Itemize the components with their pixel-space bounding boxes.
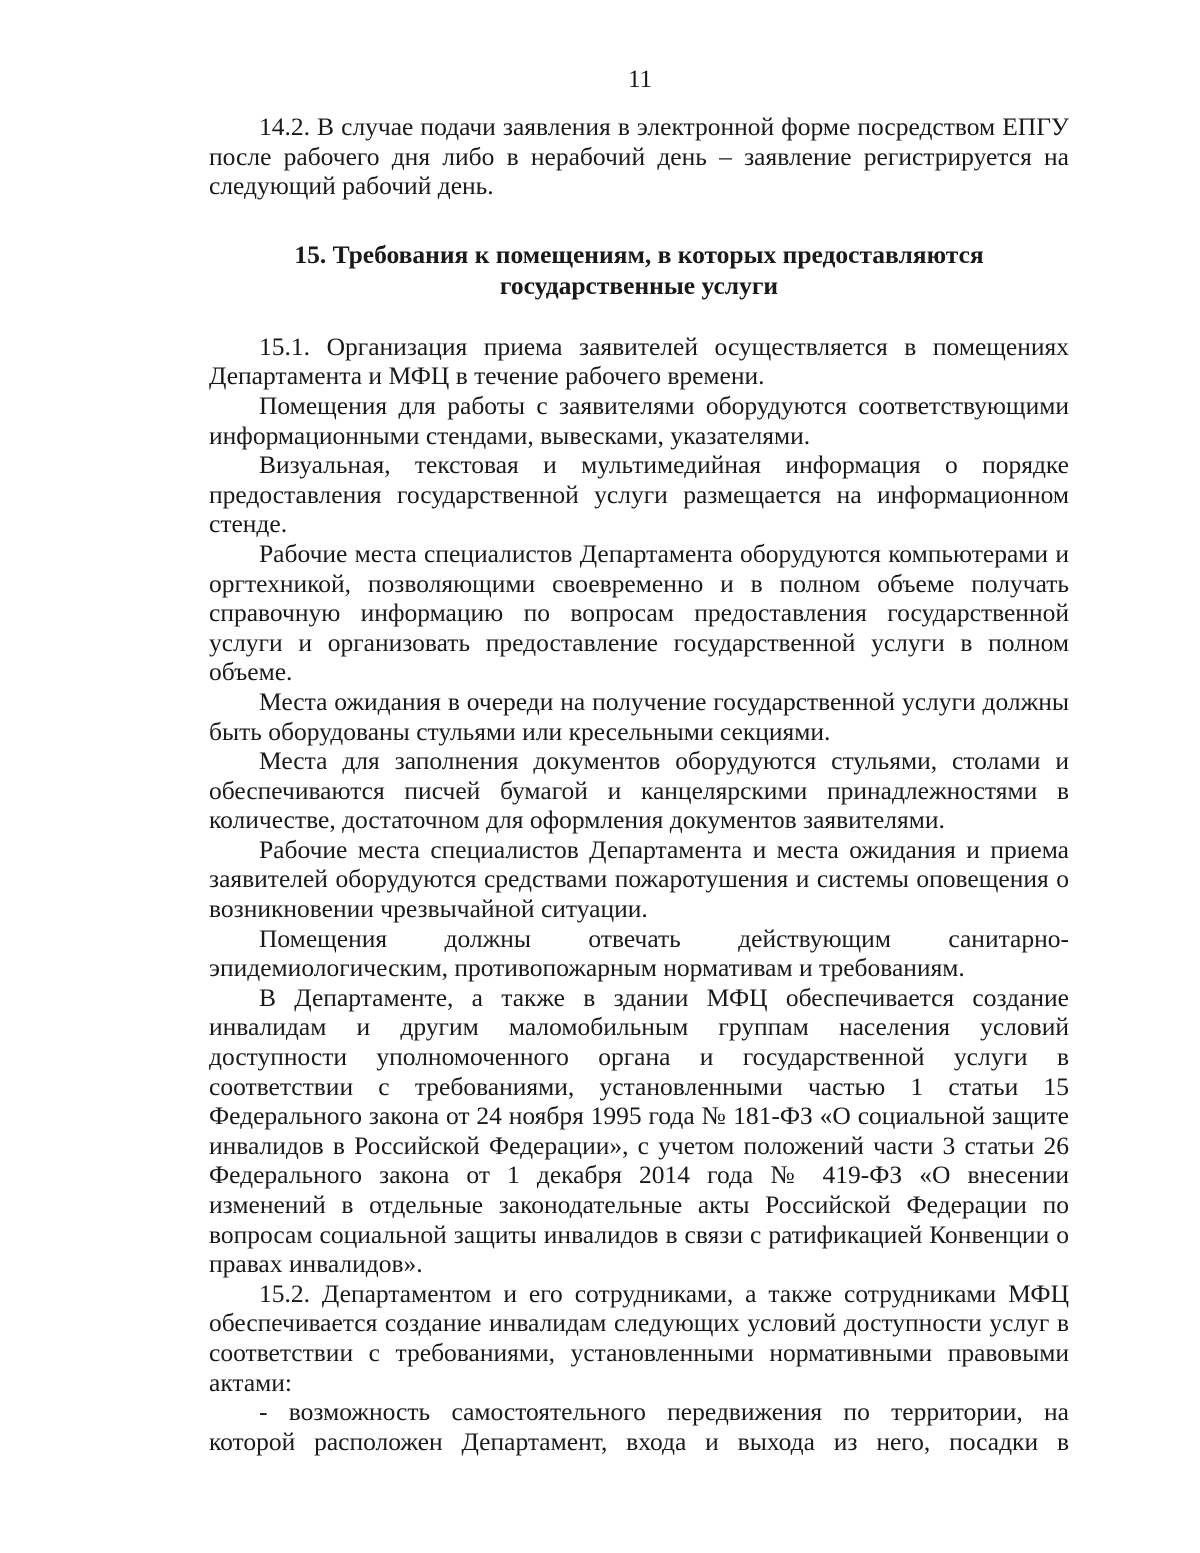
spacer <box>209 201 1069 239</box>
paragraph-15-2: 15.2. Департаментом и его сотрудниками, а также сотрудниками МФЦ обеспечивается создание инвалидам следующих условий доступности услуг в соответствии с требованиями, установленными нормативными правовыми актами: <box>209 1278 1069 1397</box>
document-body <box>209 112 1069 1456</box>
spacer <box>209 301 1069 332</box>
paragraph-15-1: 15.1. Организация приема заявителей осуществляется в помещениях Департамента и МФЦ в течение рабочего времени. <box>209 331 1069 391</box>
paragraph-document-filling-areas: Места для заполнения документов оборудуются стульями, столами и обеспечиваются писчей бумагой и канцелярскими принадлежностями в количестве, достаточном для оформления документов заявителями. <box>209 746 1069 835</box>
paragraph-sanitary-norms: Помещения должны отвечать действующим санитарно-эпидемиологическим, противопожарным нормативам и требованиям. <box>209 923 1069 983</box>
paragraph-waiting-areas: Места ожидания в очереди на получение государственной услуги должны быть оборудованы стульями или кресельными секциями. <box>209 686 1069 746</box>
paragraph-workplaces: Рабочие места специалистов Департамента оборудуются компьютерами и оргтехникой, позволяющими своевременно и в полном объеме получать справочную информацию по вопросам предоставления государственной услуги и организовать предоставление государственной услуги в полном объеме. <box>209 538 1069 687</box>
paragraph-visual-information: Визуальная, текстовая и мультимедийная информация о порядке предоставления государственной услуги размещается на информационном стенде. <box>209 450 1069 539</box>
paragraph-independent-movement: - возможность самостоятельного передвижения по территории, на которой расположен Департамент, входа и выхода из него, посадки в <box>209 1397 1069 1456</box>
page-number: 11 <box>627 66 653 93</box>
section-heading-15: 15. Требования к помещениям, в которых предоставляются государственные услуги <box>294 239 984 300</box>
paragraph-premises-equipment: Помещения для работы с заявителями оборудуются соответствующими информационными стендами, вывесками, указателями. <box>209 390 1069 450</box>
paragraph-14-2: 14.2. В случае подачи заявления в электронной форме посредством ЕПГУ после рабочего дня либо в нерабочий день – заявление регистрируется на следующий рабочий день. <box>209 112 1069 201</box>
paragraph-fire-safety: Рабочие места специалистов Департамента и места ожидания и приема заявителей оборудуются средствами пожаротушения и системы оповещения о возникновении чрезвычайной ситуации. <box>209 834 1069 924</box>
paragraph-accessibility: В Департаменте, а также в здании МФЦ обеспечивается создание инвалидам и другим маломобильным группам населения условий доступности уполномоченного органа и государственной услуги в соответствии с требованиями, установленными частью 1 статьи 15 Федерального закона от 24 ноября 1995 года № 181-ФЗ «О социальной защите инвалидов в Российской Федерации», с учетом положений части 3 статьи 26 Федерального закона от 1 декабря 2014 года № 419-ФЗ «О внесении изменений в отдельные законодательные акты Российской Федерации по вопросам социальной защиты инвалидов в связи с ратификацией Конвенции о правах инвалидов». <box>209 982 1069 1279</box>
